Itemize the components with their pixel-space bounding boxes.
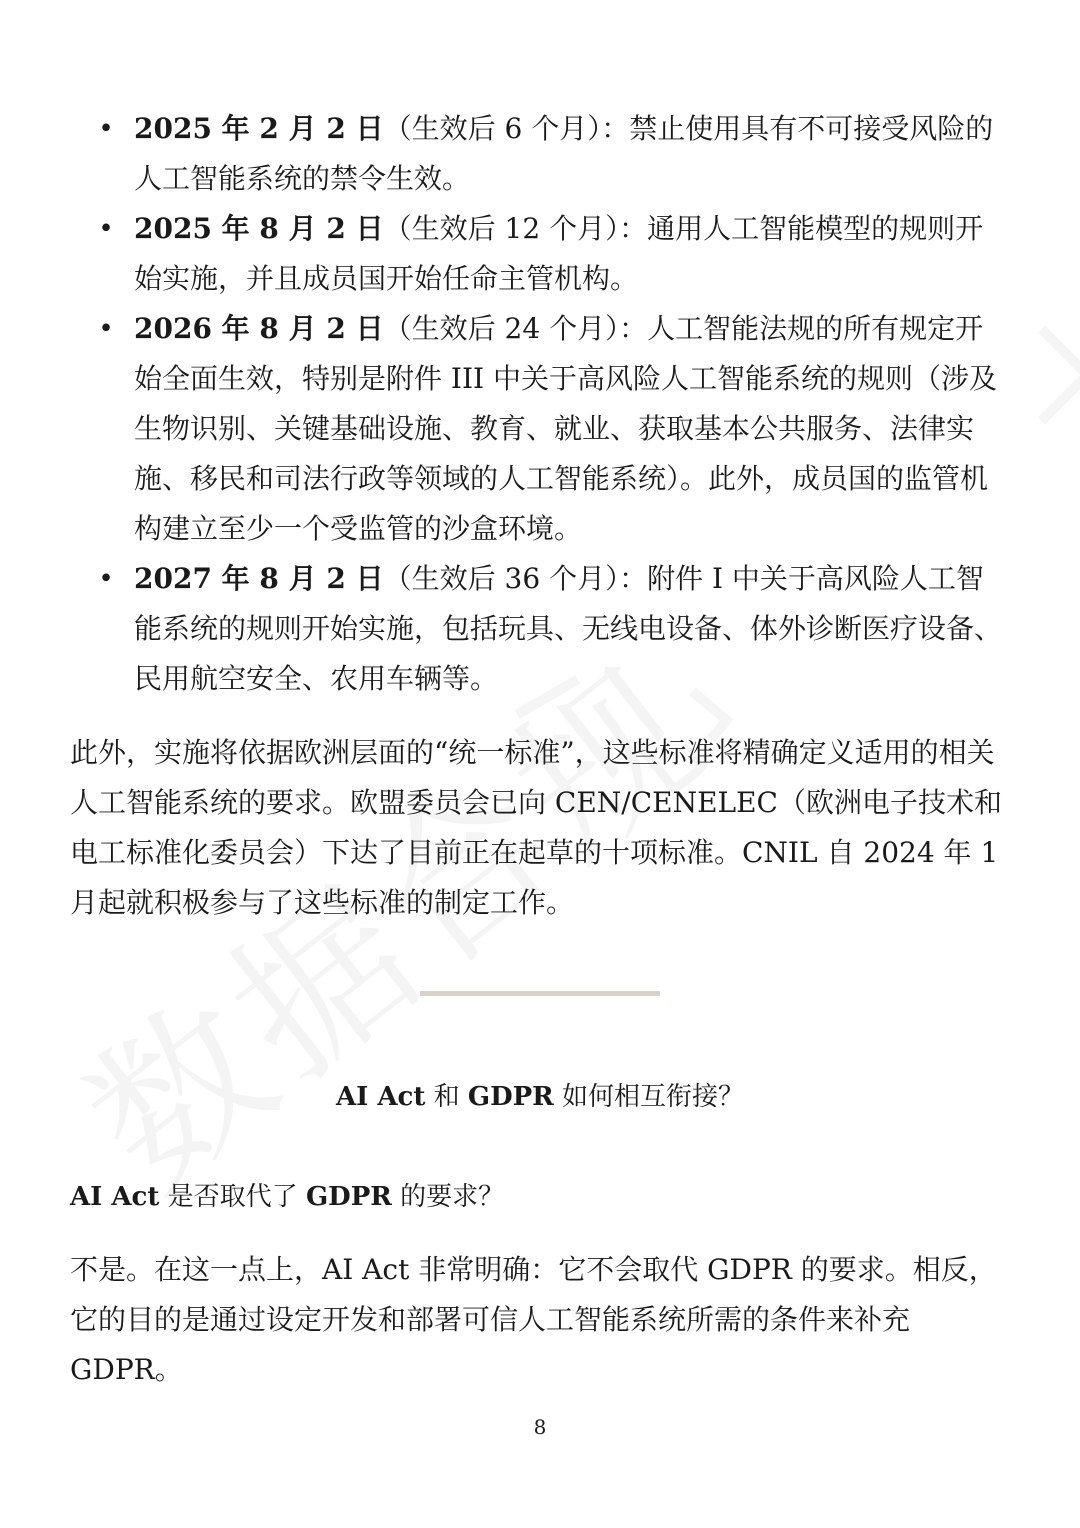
page-number: 8 <box>533 1415 547 1439</box>
question-heading <box>70 1172 970 1222</box>
timeline-date: 2027 年 8 月 2 日 <box>134 562 384 595</box>
heading-term-ai-act: AI Act <box>335 1082 426 1112</box>
timeline-text: （生效后 6 个月）：禁止使用具有不可接受风险的人工智能系统的禁令生效。 <box>134 112 994 195</box>
list-item <box>96 304 1011 554</box>
bullet-icon: • <box>98 114 114 144</box>
heading-rest: 如何相互衔接？ <box>553 1082 745 1112</box>
timeline-text: （生效后 36 个月）：附件 I 中关于高风险人工智能系统的规则开始实施，包括玩具、无线电设备、体外诊断医疗设备、民用航空安全、农用车辆等。 <box>134 562 1003 695</box>
timeline-date: 2025 年 8 月 2 日 <box>134 212 384 245</box>
list-item <box>96 204 1011 304</box>
bullet-icon: • <box>98 214 114 244</box>
question-connector: 是否取代了 <box>159 1182 306 1212</box>
timeline-date: 2025 年 2 月 2 日 <box>134 112 384 145</box>
bullet-icon: • <box>98 314 114 344</box>
timeline-text: （生效后 12 个月）：通用人工智能模型的规则开始实施，并且成员国开始任命主管机构。 <box>134 212 984 295</box>
heading-connector: 和 <box>425 1082 468 1112</box>
standards-paragraph: 此外，实施将依据欧洲层面的“统一标准”，这些标准将精确定义适用的相关人工智能系统的要求。欧盟委员会已向 CEN/CENELEC（欧洲电子技术和电工标准化委员会）下达了目前正在起草的十项标准。CNIL 自 2024 年 1 月起就积极参与了这些标准的制定工作。 <box>70 736 1002 919</box>
list-item <box>96 554 1011 704</box>
list-item <box>96 104 1011 204</box>
question-rest: 的要求？ <box>391 1182 505 1212</box>
answer-paragraph: 不是。在这一点上，AI Act 非常明确：它不会取代 GDPR 的要求。相反，它的目的是通过设定开发和部署可信人工智能系统所需的条件来补充 GDPR。 <box>70 1253 997 1386</box>
timeline-date: 2026 年 8 月 2 日 <box>134 312 384 345</box>
question-term-gdpr: GDPR <box>305 1182 392 1212</box>
timeline-text: （生效后 24 个月）：人工智能法规的所有规定开始全面生效，特别是附件 III 中关于高风险人工智能系统的规则（涉及生物识别、关键基础设施、教育、就业、获取基本公共服务、法律实施、移民和司法行政等领域的人工智能系统）。此外，成员国的监管机构建立至少一个受监管的沙盒环境。 <box>134 312 997 545</box>
question-term-ai-act: AI Act <box>70 1182 160 1212</box>
bullet-icon: • <box>98 564 114 594</box>
section-heading <box>0 1072 1080 1122</box>
section-divider <box>420 991 660 996</box>
heading-term-gdpr: GDPR <box>467 1082 554 1112</box>
effective-dates-list <box>96 104 1011 704</box>
